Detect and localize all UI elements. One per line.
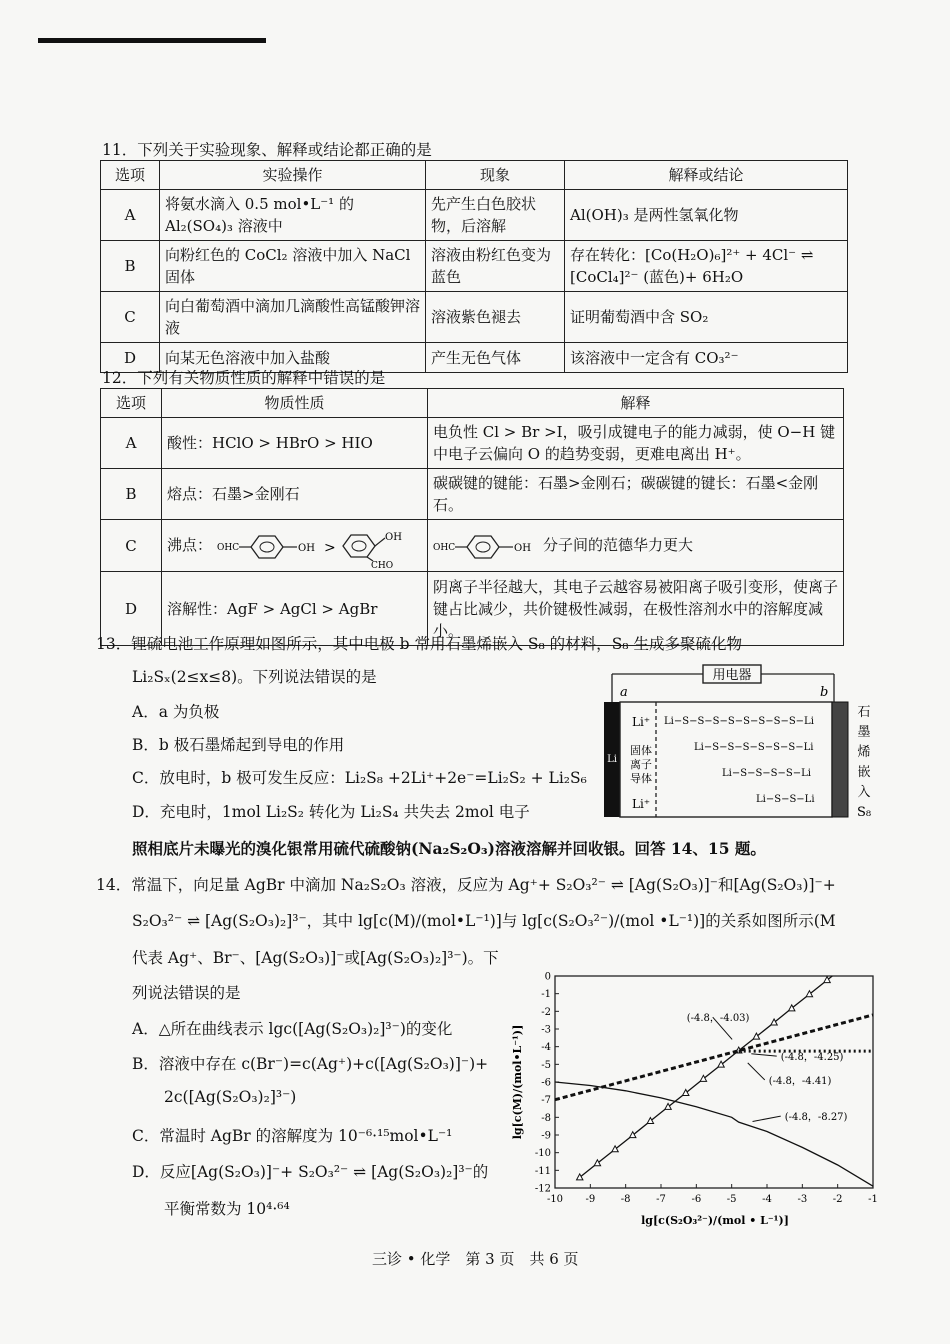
q11-row-d-option: D [101, 343, 160, 373]
y-tick-label-9: -9 [541, 1130, 551, 1142]
q11-row-c-phenomenon: 溶液紫色褪去 [426, 292, 565, 343]
y-tick-label-4: -4 [541, 1042, 551, 1054]
mol3-aromatic-circle [476, 542, 490, 552]
right-label-5: 入 [857, 785, 871, 800]
chart-axes [535, 972, 878, 1206]
q11-row-b-option: B [101, 241, 160, 292]
triangle-marker-8 [718, 1061, 724, 1067]
li-ion-bottom: Li⁺ [632, 797, 651, 811]
y-tick-label-11: -11 [534, 1165, 551, 1177]
q11-row-b-phenomenon: 溶液由粉红色变为蓝色 [426, 241, 565, 292]
q12-row-c-explanation-text: 分子间的范德华力更大 [543, 535, 694, 554]
y-tick-label-5: -5 [541, 1059, 551, 1071]
q14-stem-line4: 列说法错误的是 [132, 984, 241, 1002]
battery-diagram [598, 662, 880, 822]
chain-s4: Li−S−S−S−S−Li [722, 768, 811, 779]
q11-row-a-phenomenon: 先产生白色胶状物，后溶解 [426, 190, 565, 241]
top-rule [38, 38, 266, 43]
x-tick-label-7: -3 [797, 1194, 808, 1205]
mol1-benzene-ring [251, 536, 283, 558]
device-label: 用电器 [712, 668, 752, 683]
triangle-marker-5 [665, 1103, 671, 1109]
chart-xlabel: lg[c(S₂O₃²⁻)/(mol • L⁻¹)] [641, 1214, 789, 1227]
q14-option-b-cont: 2c([Ag(S₂O₃)₂]³⁻) [164, 1088, 297, 1106]
q14-option-a: A．△所在曲线表示 lgc([Ag(S₂O₃)₂]³⁻)的变化 [132, 1020, 453, 1038]
annotation-arrow-3 [753, 1116, 781, 1121]
mol2-oh-label: OH [384, 531, 402, 543]
y-tick-label-0: 0 [544, 971, 551, 983]
q14-stem-line2: S₂O₃²⁻ ⇌ [Ag(S₂O₃)₂]³⁻，其中 lg[c(M)/(mol•L⁻¹)]与 lg[c(S₂O₃²⁻)/(mol •L⁻¹)]的关系如图所示(M [132, 912, 836, 930]
intro-text: 照相底片未曝光的溴化银常用硫代硫酸钠(Na₂S₂O₃)溶液溶解并回收银。回答 14、15 题。 [132, 839, 766, 858]
q12-row-a-option: A [101, 418, 162, 469]
q13-stem-line1: 13．锂硫电池工作原理如图所示，其中电极 b 常用石墨烯嵌入 S₈ 的材料，S₈ 生成多聚硫化物 [96, 635, 742, 653]
q11-row-d-conclusion: 该溶液中一定含有 CO₃²⁻ [565, 343, 848, 373]
x-tick-label-2: -8 [620, 1194, 631, 1205]
electrolyte-line2: 离子 [630, 758, 652, 771]
chart [505, 962, 885, 1234]
q11-row-b-operation: 向粉红色的 CoCl₂ 溶液中加入 NaCl 固体 [160, 241, 426, 292]
q12-row-c-property [162, 520, 428, 572]
q14-stem-line1: 14．常温下，向足量 AgBr 中滴加 Na₂S₂O₃ 溶液，反应为 Ag⁺+ S₂O₃²⁻ ⇌ [Ag(S₂O₃)]⁻和[Ag(S₂O₃)]⁻+ [96, 876, 836, 894]
q12-row-b-property: 熔点：石墨>金刚石 [162, 469, 428, 520]
chart-annotations [687, 1013, 848, 1123]
y-tick-label-3: -3 [541, 1024, 551, 1036]
q12-header-option: 选项 [101, 389, 162, 418]
mol3-ohc-label: OHC [433, 542, 456, 553]
chain-s2: Li−S−S−Li [756, 794, 815, 805]
annotation-label-3: (-4.8，-8.27) [784, 1112, 848, 1124]
q12-header-property: 物质性质 [162, 389, 428, 418]
q14-option-d-cont: 平衡常数为 10⁴·⁶⁴ [164, 1200, 290, 1218]
mol2-cho-label: CHO [370, 560, 393, 568]
chart-ylabel: lg[c(M)/(mol•L⁻¹)] [511, 1024, 524, 1140]
q11-row-a-operation: 将氨水滴入 0.5 mol•L⁻¹ 的 Al₂(SO₄)₃ 溶液中 [160, 190, 426, 241]
q12-table [100, 388, 844, 646]
x-tick-label-0: -10 [546, 1194, 564, 1205]
y-tick-label-8: -8 [541, 1112, 551, 1124]
q14-option-b: B．溶液中存在 c(Br⁻)=c(Ag⁺)+c([Ag(S₂O₃)]⁻)+ [132, 1055, 489, 1073]
q11-row-c-conclusion: 证明葡萄酒中含 SO₂ [565, 292, 848, 343]
q12-title: 12．下列有关物质性质的解释中错误的是 [102, 369, 386, 387]
q11-row-a-option: A [101, 190, 160, 241]
q14-option-d: D．反应[Ag(S₂O₃)]⁻+ S₂O₃²⁻ ⇌ [Ag(S₂O₃)₂]³⁻的 [132, 1163, 489, 1181]
q11-title: 11．下列关于实验现象、解释或结论都正确的是 [102, 141, 432, 159]
annotation-label-2: (-4.8，-4.41) [768, 1075, 832, 1087]
q13-stem-line2: Li₂Sₓ(2≤x≤8)。下列说法错误的是 [132, 668, 377, 686]
mol2-benzene-ring [343, 535, 375, 557]
y-tick-label-10: -10 [534, 1148, 551, 1160]
x-tick-label-8: -2 [832, 1194, 843, 1205]
q11-row-c-option: C [101, 292, 160, 343]
y-tick-label-2: -2 [541, 1006, 551, 1018]
q12-row-d-property: 溶解性：AgF > AgCl > AgBr [162, 572, 428, 646]
q11-row-b-conclusion: 存在转化：[Co(H₂O)₆]²⁺ + 4Cl⁻ ⇌ [CoCl₄]²⁻ (蓝色)+ 6H₂O [565, 241, 848, 292]
q11-row-d-operation: 向某无色溶液中加入盐酸 [160, 343, 426, 373]
chain-s8: Li−S−S−S−S−S−S−S−S−Li [664, 716, 814, 727]
right-label-2: 墨 [857, 725, 871, 740]
x-tick-label-1: -9 [585, 1194, 596, 1205]
x-tick-label-6: -4 [762, 1194, 772, 1205]
gt-symbol: > [323, 539, 336, 556]
x-tick-label-5: -5 [726, 1194, 737, 1205]
annotation-label-1: (-4.8，-4.25) [780, 1052, 844, 1064]
q13-option-a: A．a 为负极 [132, 703, 220, 721]
q12-row-b-option: B [101, 469, 162, 520]
q11-row-d-phenomenon: 产生无色气体 [426, 343, 565, 373]
right-label-4: 嵌 [857, 765, 871, 780]
mol1-ohc-label: OHC [216, 542, 239, 553]
mol3-oh-label: OH [514, 542, 531, 554]
q13-option-c: C．放电时，b 极可发生反应：Li₂S₈ +2Li⁺+2e⁻=Li₂S₂ + Li₂S₆ [132, 769, 587, 787]
q12-row-c-explanation [428, 520, 844, 572]
q12-header-explanation: 解释 [428, 389, 844, 418]
q13-option-d: D．充电时，1mol Li₂S₂ 转化为 Li₂S₄ 共失去 2mol 电子 [132, 803, 530, 821]
series-solid-curve [555, 1082, 873, 1186]
electrode-b [832, 702, 848, 817]
q12-row-a [101, 418, 844, 469]
mol1-oh-label: OH [297, 542, 315, 554]
q11-header-conclusion: 解释或结论 [565, 161, 848, 190]
mol3-benzene-ring [467, 536, 499, 558]
mol2-aromatic-circle [352, 541, 366, 551]
electrode-b-label: b [820, 685, 829, 700]
q12-row-c [101, 520, 844, 572]
q14-option-c: C．常温时 AgBr 的溶解度为 10⁻⁶·¹⁵mol•L⁻¹ [132, 1127, 453, 1145]
page-footer: 三诊 • 化学 第 3 页 共 6 页 [372, 1250, 579, 1268]
q11-row-c [101, 292, 848, 343]
triangle-marker-1 [594, 1160, 600, 1166]
y-tick-label-1: -1 [541, 989, 551, 1001]
molecule-structures [217, 524, 422, 568]
electrode-a-label: a [620, 685, 628, 700]
q11-row-c-operation: 向白葡萄酒中滴加几滴酸性高锰酸钾溶液 [160, 292, 426, 343]
q11-table [100, 160, 848, 373]
electrolyte-line1: 固体 [630, 744, 652, 757]
x-tick-label-4: -6 [691, 1194, 702, 1205]
y-tick-label-12: -12 [534, 1183, 551, 1195]
q11-row-a [101, 190, 848, 241]
q11-header-phenomenon: 现象 [426, 161, 565, 190]
q11-row-b [101, 241, 848, 292]
mol2-oh-bond [375, 538, 385, 546]
x-tick-label-9: -1 [868, 1194, 878, 1205]
y-tick-label-7: -7 [541, 1095, 551, 1107]
q12-row-a-explanation: 电负性 Cl > Br >I，吸引成键电子的能力减弱，使 O−H 键中电子云偏向 O 的趋势变弱，更难电离出 H⁺。 [428, 418, 844, 469]
q12-row-b [101, 469, 844, 520]
q12-row-d-option: D [101, 572, 162, 646]
q11-header-operation: 实验操作 [160, 161, 426, 190]
q12-row-d-explanation: 阴离子半径越大，其电子云越容易被阳离子吸引变形，使离子键占比减少，共价键极性减弱，在极性溶剂水中的溶解度减小。 [428, 572, 844, 646]
y-tick-label-6: -6 [541, 1077, 551, 1089]
right-label-3: 烯 [857, 745, 871, 760]
annotation-label-0: (-4.8，-4.03) [686, 1013, 750, 1025]
chain-s6: Li−S−S−S−S−S−S−Li [694, 742, 814, 753]
q12-row-b-explanation: 碳碳键的键能：石墨>金刚石；碳碳键的键长：石墨<金刚石。 [428, 469, 844, 520]
molecule-structure-para [433, 531, 543, 561]
q12-row-a-property: 酸性：HClO > HBrO > HIO [162, 418, 428, 469]
q11-header-option: 选项 [101, 161, 160, 190]
annotation-arrow-1 [751, 1054, 776, 1056]
mol1-aromatic-circle [260, 542, 274, 552]
q13-option-b: B．b 极石墨烯起到导电的作用 [132, 736, 345, 754]
electrolyte-line3: 导体 [630, 772, 652, 785]
q12-row-c-option: C [101, 520, 162, 572]
annotation-arrow-2 [748, 1063, 765, 1080]
q12-row-c-property-label: 沸点： [167, 535, 213, 554]
triangle-marker-11 [771, 1019, 777, 1025]
li-ion-top: Li⁺ [632, 715, 651, 729]
triangle-marker-14 [824, 977, 830, 983]
right-label-6: S₈ [856, 805, 872, 820]
q11-row-a-conclusion: Al(OH)₃ 是两性氢氧化物 [565, 190, 848, 241]
right-label-1: 石 [857, 705, 871, 720]
q14-stem-line3: 代表 Ag⁺、Br⁻、[Ag(S₂O₃)]⁻或[Ag(S₂O₃)₂]³⁻)。下 [132, 949, 499, 967]
electrode-a-text: Li [607, 754, 617, 765]
x-tick-label-3: -7 [656, 1194, 666, 1205]
